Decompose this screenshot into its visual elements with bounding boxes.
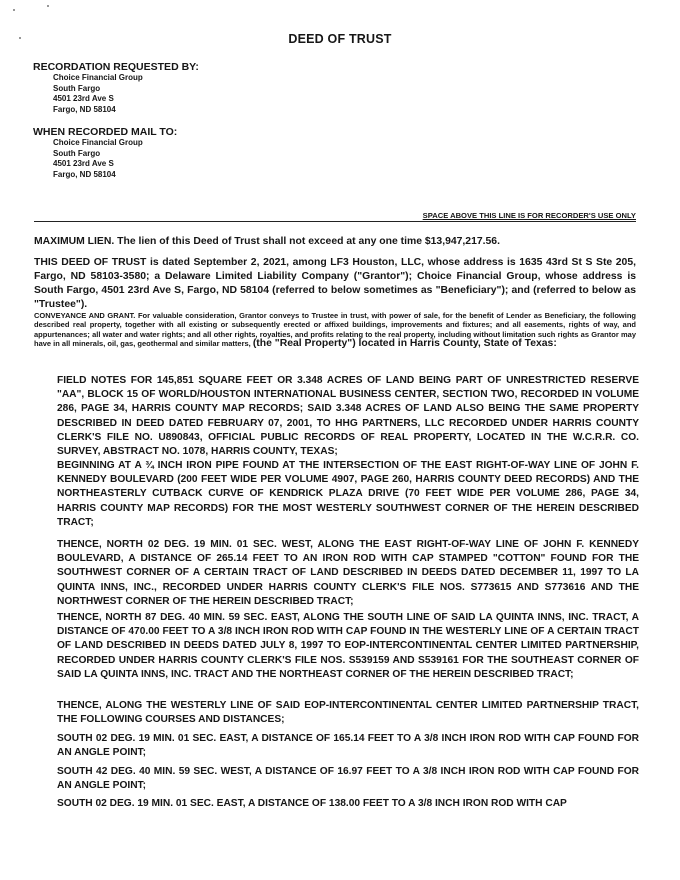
recorder-notice: SPACE ABOVE THIS LINE IS FOR RECORDER'S USE ONLY [422, 211, 636, 220]
legal-paragraph: BEGINNING AT A ¾ INCH IRON PIPE FOUND AT THE INTERSECTION OF THE EAST RIGHT-OF-WAY LINE OF JOHN F. KENNEDY BOULEVARD (200 FEET WIDE PER VOLUME 4907, PAGE 260, HARRIS COUNTY DEED RECORDS) AND THE NORTHEASTERLY CUTBACK CURVE OF KENDRICK PLAZA DRIVE (70 FEET WIDE PER VOLUME 286, PAGE 34, HARRIS COUNTY MAP RECORDS) FOR THE MOST WESTERLY SOUTHWEST CORNER OF THE HEREIN DESCRIBED TRACT; [57, 460, 639, 528]
maximum-lien-clause: MAXIMUM LIEN. The lien of this Deed of Trust shall not exceed at any one time $13,947,217.56. [34, 236, 500, 247]
address-line: South Fargo [53, 83, 101, 93]
address-line: South Fargo [53, 148, 101, 158]
address-line: Choice Financial Group [53, 73, 143, 82]
legal-paragraph: SOUTH 42 DEG. 40 MIN. 59 SEC. WEST, A DISTANCE OF 16.97 FEET TO A 3/8 INCH IRON ROD WITH CAP FOUND FOR AN ANGLE POINT; [57, 766, 639, 792]
recordation-heading: RECORDATION REQUESTED BY: [33, 61, 199, 73]
address-line: Fargo, ND 58104 [53, 169, 116, 179]
legal-paragraph: THENCE, NORTH 02 DEG. 19 MIN. 01 SEC. WEST, ALONG THE EAST RIGHT-OF-WAY LINE OF JOHN F. KENNEDY BOULEVARD, A DISTANCE OF 265.14 FEET TO AN IRON ROD WITH CAP STAMPED "COTTON" FOUND FOR THE SOUTHWEST CORNER OF A CERTAIN TRACT OF LAND DESCRIBED IN DEEDS DATED DECEMBER 11, 1997 TO LA QUINTA INNS, INC., RECORDED UNDER HARRIS COUNTY CLERK'S FILE NOS. S773615 AND S773616 AND THE NORTHWEST CORNER OF THE HEREIN DESCRIBED TRACT; [57, 539, 639, 607]
address-line: 4501 23rd Ave S [53, 159, 114, 169]
conveyance-text: CONVEYANCE AND GRANT. For valuable consideration, Grantor conveys to Trustee in trust, with power of sale, for the benefit of Lender as Beneficiary, the following described real property, together with all existing or subsequently erected or affixed buildings, improvements and fixtures; and all easements, rights of way, and appurtenances; all water and water rights; and all other rights, royalties, and profits relating to the real property, including without limitation such rights as Grantor may have in all minerals, oil, gas, geothermal and similar matters, [34, 311, 636, 349]
legal-paragraph: FIELD NOTES FOR 145,851 SQUARE FEET OR 3.348 ACRES OF LAND BEING PART OF UNRESTRICTED RESERVE "AA", BLOCK 15 OF WORLD/HOUSTON INTERNATIONAL BUSINESS CENTER, SECTION TWO, RECORDED IN VOLUME 286, PAGE 34, HARRIS COUNTY MAP RECORDS; SAID 3.348 ACRES OF LAND ALSO BEING THE SAME PROPERTY DESCRIBED IN DEED DATED FEBRUARY 07, 2001, TO HHG PARTNERS, LLC RECORDED UNDER HARRIS COUNTY CLERK'S FILE NO. U890843, OFFICIAL PUBLIC RECORDS OF REAL PROPERTY, LOCATED IN THE W.C.R.R. CO. SURVEY, ABSTRACT NO. 1078, HARRIS COUNTY, TEXAS; [57, 375, 639, 458]
document-title: DEED OF TRUST [288, 32, 392, 46]
legal-paragraph: SOUTH 02 DEG. 19 MIN. 01 SEC. EAST, A DISTANCE OF 165.14 FEET TO A 3/8 INCH IRON ROD WITH CAP FOUND FOR AN ANGLE POINT; [57, 733, 639, 759]
intro-paragraph: THIS DEED OF TRUST is dated September 2, 2021, among LF3 Houston, LLC, whose address is 1635 43rd St S Ste 205, Fargo, ND 58103-3580; a Delaware Limited Liability Company ("Grantor"); Choice Financial Group, whose address is South Fargo, 4501 23rd Ave S, Fargo, ND 58104 (referred to below sometimes as "Beneficiary"); and (referred to below as "Trustee"). [34, 257, 636, 310]
address-line: Choice Financial Group [53, 138, 143, 147]
legal-paragraph: THENCE, ALONG THE WESTERLY LINE OF SAID EOP-INTERCONTINENTAL CENTER LIMITED PARTNERSHIP TRACT, THE FOLLOWING COURSES AND DISTANCES; [57, 700, 639, 726]
legal-paragraph: THENCE, NORTH 87 DEG. 40 MIN. 59 SEC. EAST, ALONG THE SOUTH LINE OF SAID LA QUINTA INNS, INC. TRACT, A DISTANCE OF 470.00 FEET TO A 3/8 INCH IRON ROD WITH CAP FOUND IN THE WESTERLY LINE OF A CERTAIN TRACT OF LAND DESCRIBED IN DEEDS DATED JULY 8, 1997 TO EOP-INTERCONTINENTAL CENTER LIMITED PARTNERSHIP, RECORDED UNDER HARRIS COUNTY CLERK'S FILE NOS. S539159 AND S539161 FOR THE SOUTHEAST CORNER OF SAID LA QUINTA INNS, INC. TRACT AND THE NORTHEAST CORNER OF THE HEREIN DESCRIBED TRACT; [57, 612, 639, 680]
conveyance-tail: (the "Real Property") located in Harris County, State of Texas: [252, 338, 557, 350]
recorder-divider [34, 221, 636, 222]
scan-speck [47, 5, 49, 7]
mail-to-address [53, 138, 143, 180]
mail-to-heading: WHEN RECORDED MAIL TO: [33, 126, 178, 138]
legal-paragraph: SOUTH 02 DEG. 19 MIN. 01 SEC. EAST, A DISTANCE OF 138.00 FEET TO A 3/8 INCH IRON ROD WITH CAP [57, 798, 567, 809]
scan-speck [13, 9, 15, 11]
recordation-address [53, 73, 143, 115]
conveyance-clause [34, 311, 636, 349]
address-line: Fargo, ND 58104 [53, 104, 116, 114]
address-line: 4501 23rd Ave S [53, 94, 114, 104]
